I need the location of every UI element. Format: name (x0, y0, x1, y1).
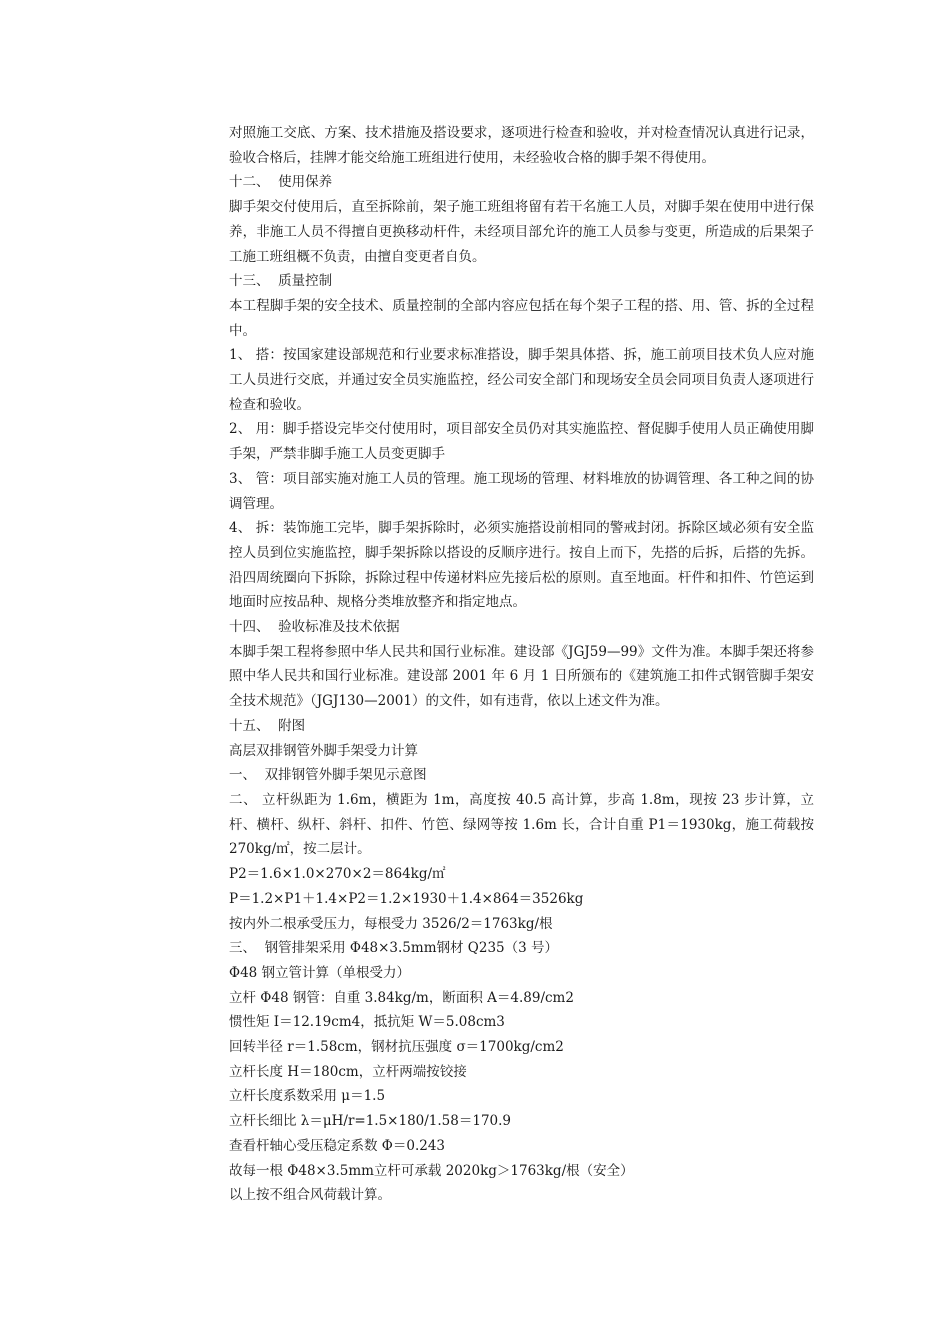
calc-single-pole-title: Φ48 钢立管计算（单根受力） (229, 964, 411, 981)
section-heading-14-acceptance-standards: 十四、 验收标准及技术依据 (229, 619, 400, 636)
calc-stability-factor: 查看杆轴心受压稳定系数 Φ＝0.243 (229, 1137, 446, 1154)
calc-gyration-radius: 回转半径 r＝1.58cm，钢材抗压强度 σ＝1700kg/cm2 (229, 1039, 564, 1056)
section-heading-12-use-maintenance: 十二、 使用保养 (229, 174, 333, 191)
calculation-title: 高层双排钢管外脚手架受力计算 (229, 742, 418, 759)
section-heading-13-quality-control: 十三、 质量控制 (229, 273, 333, 290)
formula-p2: P2＝1.6×1.0×270×2＝864kg/㎡ (229, 866, 446, 883)
paragraph-acceptance-standards: 本脚手架工程将参照中华人民共和国行业标准。建设部《JGJ59—99》文件为准。本脚手架还将参照中华人民共和国行业标准。建设部 2001 年 6 月 1 日所颁布的《建筑施工扣件式钢管脚手架安全技术规范》（JGJ130—2001）的文件，如有违背，依以上述文件为准。 (229, 643, 814, 710)
document-body (229, 121, 819, 1208)
calc-item-3-steel-pipe: 三、 钢管排架采用 Φ48×3.5mm钢材 Q235（3 号） (229, 940, 559, 957)
list-item-erect: 1、 搭：按国家建设部规范和行业要求标准搭设，脚手架具体搭、拆，施工前项目技术负人应对施工人员进行交底，并通过安全员实施监控，经公司安全部门和现场安全员会同项目负责人逐项进行检查和验收。 (229, 347, 814, 413)
calc-capacity-conclusion: 故每一根 Φ48×3.5mm立杆可承载 2020kg＞1763kg/根（安全） (229, 1162, 634, 1179)
formula-per-pole-load: 按内外二根承受压力，每根受力 3526/2＝1763kg/根 (229, 915, 553, 932)
calc-item-1-diagram: 一、 双排钢管外脚手架见示意图 (229, 767, 427, 784)
paragraph-use-maintenance: 脚手架交付使用后，直至拆除前，架子施工班组将留有若干名施工人员，对脚手架在使用中进行保养，非施工人员不得擅自更换移动杆件，未经项目部允许的施工人员参与变更，所造成的后果架子工施工班组概不负责，由擅自变更者自负。 (229, 199, 814, 265)
section-heading-15-attachment: 十五、 附图 (229, 717, 306, 734)
calc-note-wind-load: 以上按不组合风荷载计算。 (229, 1187, 391, 1204)
list-item-dismantle: 4、 拆：装饰施工完毕，脚手架拆除时，必须实施搭设前相同的警戒封闭。拆除区域必须有安全监控人员到位实施监控，脚手架拆除以搭设的反顺序进行。按自上而下，先搭的后拆，后搭的先拆。沿四周统圈向下拆除，拆除过程中传递材料应先接后松的原则。直至地面。杆件和扣件、竹笆运到地面时应按品种、规格分类堆放整齐和指定地点。 (229, 520, 814, 611)
paragraph-inspection-acceptance: 对照施工交底、方案、技术措施及搭设要求，逐项进行检查和验收，并对检查情况认真进行记录，验收合格后，挂牌才能交给施工班组进行使用，未经验收合格的脚手架不得使用。 (229, 125, 814, 166)
calc-item-2-loads: 二、 立杆纵距为 1.6m，横距为 1m，高度按 40.5 高计算，步高 1.8m，现按 23 步计算，立杆、横杆、纵杆、斜杆、扣件、竹笆、绿网等按 1.6m 长，合计自重 P1＝1930kg，施工荷载按 270kg/㎡，按二层计。 (229, 791, 819, 858)
formula-p: P＝1.2×P1＋1.4×P2＝1.2×1930＋1.4×864＝3526kg (229, 890, 584, 907)
calc-inertia-moment: 惯性矩 I＝12.19cm4，抵抗矩 W＝5.08cm3 (229, 1014, 505, 1031)
calc-length-factor: 立杆长度系数采用 μ＝1.5 (229, 1088, 386, 1105)
list-item-manage: 3、 管：项目部实施对施工人员的管理。施工现场的管理、材料堆放的协调管理、各工种之间的协调管理。 (229, 470, 814, 512)
calc-pole-self-weight: 立杆 Φ48 钢管：自重 3.84kg/m，断面积 A＝4.89/cm2 (229, 989, 574, 1006)
paragraph-quality-control: 本工程脚手架的安全技术、质量控制的全部内容应包括在每个架子工程的搭、用、管、拆的全过程中。 (229, 297, 814, 339)
list-item-use: 2、 用：脚手搭设完毕交付使用时，项目部安全员仍对其实施监控、督促脚手使用人员正确使用脚手架，严禁非脚手施工人员变更脚手 (229, 421, 814, 463)
calc-slenderness: 立杆长细比 λ＝μH/r=1.5×180/1.58＝170.9 (229, 1113, 512, 1130)
calc-pole-length: 立杆长度 H＝180cm，立杆两端按铰接 (229, 1063, 467, 1080)
